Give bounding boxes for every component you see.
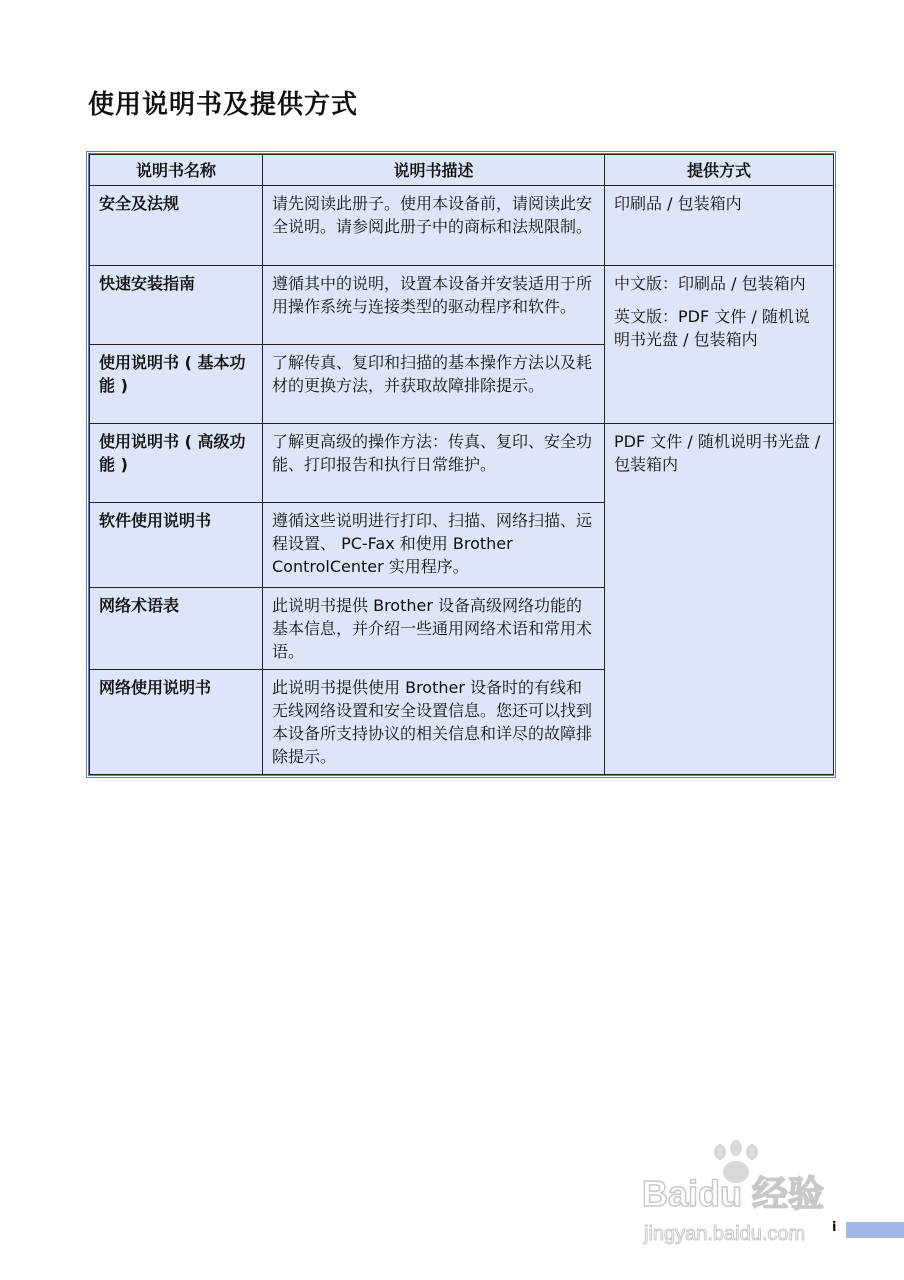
baidu-jingyan-watermark — [642, 1140, 852, 1250]
provision-text-english: 英文版：PDF 文件 / 随机说明书光盘 / 包装箱内 — [614, 307, 810, 349]
provision-cell — [605, 186, 834, 266]
manual-name: 网络使用说明书 — [90, 670, 263, 775]
manual-name: 安全及法规 — [90, 186, 263, 266]
manual-description: 了解传真、复印和扫描的基本操作方法以及耗材的更换方法，并获取故障排除提示。 — [263, 345, 605, 424]
manual-description: 遵循其中的说明，设置本设备并安装适用于所用操作系统与连接类型的驱动程序和软件。 — [263, 266, 605, 345]
provision-cell — [605, 266, 834, 424]
manuals-table — [89, 154, 834, 775]
table-row — [90, 186, 834, 266]
manual-name: 使用说明书 ( 高级功能 ) — [90, 424, 263, 503]
manual-description: 此说明书提供使用 Brother 设备时的有线和无线网络设置和安全设置信息。您还可以找到本设备所支持协议的相关信息和详尽的故障排除提示。 — [263, 670, 605, 775]
header-provision-method: 提供方式 — [605, 155, 834, 186]
header-manual-name: 说明书名称 — [90, 155, 263, 186]
manual-name: 快速安装指南 — [90, 266, 263, 345]
provision-text: PDF 文件 / 随机说明书光盘 / 包装箱内 — [614, 432, 821, 474]
table-row — [90, 424, 834, 503]
table-header-row — [90, 155, 834, 186]
manual-description: 了解更高级的操作方法：传真、复印、安全功能、打印报告和执行日常维护。 — [263, 424, 605, 503]
manual-name: 使用说明书 ( 基本功能 ) — [90, 345, 263, 424]
provision-cell — [605, 424, 834, 775]
watermark-logo-text: Baidu 经验 — [642, 1173, 825, 1214]
page-number-bar — [846, 1222, 904, 1238]
manual-description: 遵循这些说明进行打印、扫描、网络扫描、远程设置、 PC-Fax 和使用 Brother ControlCenter 实用程序。 — [263, 503, 605, 588]
provision-text: 印刷品 / 包装箱内 — [614, 194, 742, 213]
table-row — [90, 266, 834, 345]
manual-description: 请先阅读此册子。使用本设备前，请阅读此安全说明。请参阅此册子中的商标和法规限制。 — [263, 186, 605, 266]
page-number: i — [832, 1220, 837, 1235]
manual-name: 软件使用说明书 — [90, 503, 263, 588]
watermark-url-text: jingyan.baidu.com — [644, 1223, 806, 1245]
manual-description: 此说明书提供 Brother 设备高级网络功能的基本信息，并介绍一些通用网络术语和常用术语。 — [263, 588, 605, 670]
manuals-table-frame — [86, 151, 836, 778]
provision-text-chinese: 中文版：印刷品 / 包装箱内 — [614, 274, 806, 293]
manual-name: 网络术语表 — [90, 588, 263, 670]
header-manual-description: 说明书描述 — [263, 155, 605, 186]
page-title: 使用说明书及提供方式 — [88, 90, 359, 120]
